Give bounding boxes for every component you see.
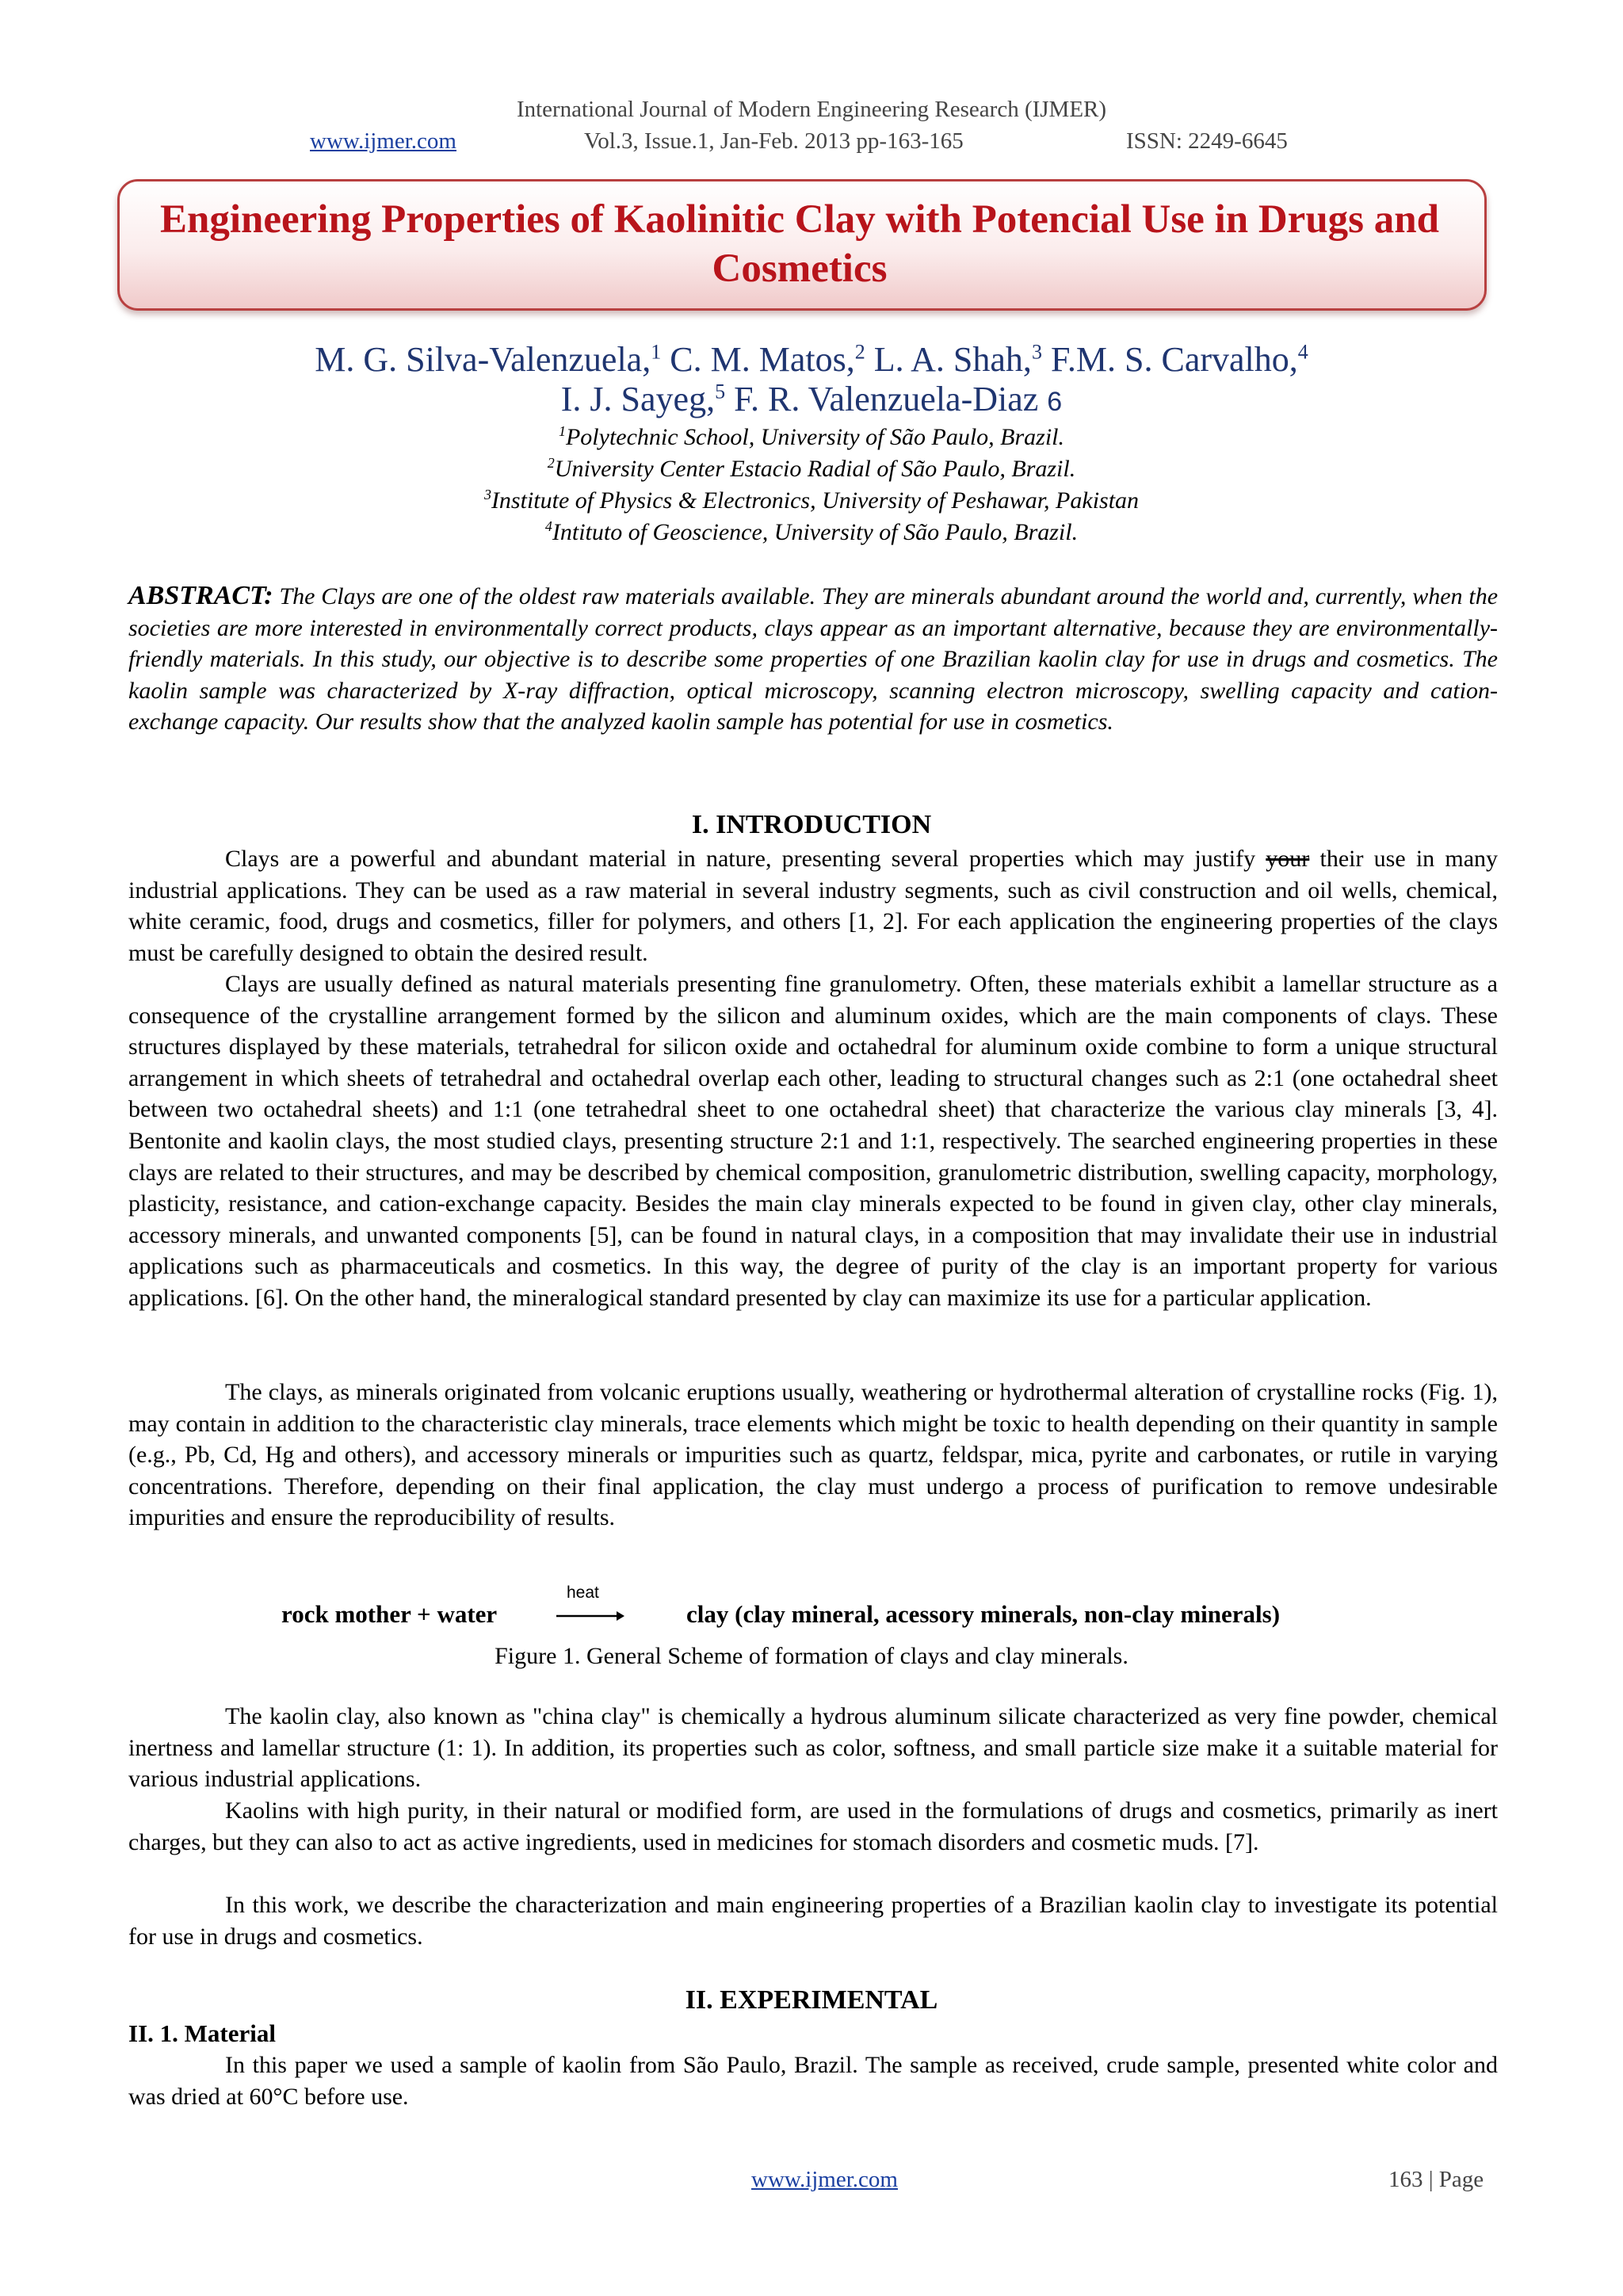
author-line-1: M. G. Silva-Valenzuela,$^1$ C. M. Matos,$^2$ L. A. Shah,$^3$ F.M. S. Carvalho,$^4$ (315, 340, 1308, 379)
affiliation-4: $^4$Intituto of Geoscience, University of São Paulo, Brazil. (544, 518, 1079, 545)
figure1-arrow-label: heat (567, 1584, 599, 1602)
author-6: F. R. Valenzuela-Diaz (725, 380, 1039, 418)
subsection-heading-material: II. 1. Material (128, 2019, 276, 2047)
struck-word: your (1266, 846, 1310, 872)
section-heading-introduction: I. INTRODUCTION (691, 810, 932, 839)
intro-paragraph-5: Kaolins with high purity, in their natural or modified form, are used in the formulations of drugs and cosmetics, primarily as inert charges, but they can also to act as active ingredients, used in medicines for stomach disorders and cosmetic muds. [7]. (128, 1797, 1498, 1855)
affiliation-3: $^3$Institute of Physics & Electronics, University of Peshawar, Pakistan (483, 487, 1140, 514)
affiliation-1: $^1$Polytechnic School, University of São Paulo, Brazil. (558, 423, 1065, 450)
intro-paragraph-1: Clays are a powerful and abundant material in nature, presenting several properties which may justify your their use in many industrial applications. They can be used as a raw material in several industry segments, such as civil construction and oil wells, chemical, white ceramic, food, drugs and cosmetics, filler for polymers, and others [1, 2]. For each application the engineering properties of the clays must be carefully designed to obtain the desired result. (128, 846, 1499, 966)
author-2: C. M. Matos, (661, 340, 855, 379)
figure1-caption: Figure 1. General Scheme of formation of clays and clay minerals. (495, 1643, 1128, 1669)
page-number: 163 | Page (1388, 2167, 1484, 2192)
experimental-paragraph-1: In this paper we used a sample of kaolin from São Paulo, Brazil. The sample as received, crude sample, presented white color and was dried at 60°C before use. (128, 2052, 1498, 2110)
intro-paragraph-2: Clays are usually defined as natural materials presenting fine granulometry. Often, these materials exhibit a lamellar structure as a consequence of the crystalline arrangement formed by the silicon and aluminum oxides, which are the main components of clays. These structures displayed by these materials, tetrahedral for silicon oxide and octahedral for aluminum oxide combine to form a unique structural arrangement in which sheets of tetrahedral and octahedral overlap each other, leading to structural changes such as 2:1 (one octahedral sheet between two octahedral sheets) and 1:1 (one tetrahedral sheet to one octahedral sheet) that characterize the various clay minerals [3, 4]. Bentonite and kaolin clays, the most studied clays, presenting structure 2:1 and 1:1, respectively. The searched engineering properties in these clays are related to their structures, and may be described by chemical composition, granulometric distribution, swelling capacity, morphology, plasticity, resistance, and cation-exchange capacity. Besides the main clay minerals expected to be found in given clay, other clay minerals, accessory minerals, and unwanted components [5], can be found in natural clays, in a composition that may invalidate their use in industrial applications such as pharmaceuticals and cosmetics. In this way, the degree of purity of the clay is an important property for various applications. [6]. On the other hand, the mineralogical standard presented by clay can maximize its use for a particular application. (128, 971, 1498, 1311)
journal-url-link[interactable]: www.ijmer.com (310, 128, 456, 154)
intro-paragraph-4: The kaolin clay, also known as "china clay" is chemically a hydrous aluminum silicate characterized as very fine powder, chemical inertness and lamellar structure (1: 1). In addition, its properties such as color, softness, and small particle size make it a suitable material for various industrial applications. (128, 1703, 1498, 1793)
author-3: L. A. Shah, (865, 340, 1032, 379)
author-5: I. J. Sayeg, (560, 380, 716, 418)
intro-paragraph-3: The clays, as minerals originated from volcanic eruptions usually, weathering or hydrothermal alteration of crystalline rocks (Fig. 1), may contain in addition to the characteristic clay minerals, trace elements which might be toxic to health depending on their quantity in sample (e.g., Pb, Cd, Hg and others), and accessory minerals or impurities such as quartz, feldspar, mica, pyrite and carbonates, or rutile in varying concentrations. Therefore, depending on their final application, the clay must undergo a process of purification to remove undesirable impurities and ensure the reproducibility of results. (128, 1379, 1498, 1531)
author-1: M. G. Silva-Valenzuela, (315, 340, 651, 379)
issn: ISSN: 2249-6645 (1126, 128, 1288, 154)
figure1-left-text: rock mother + water (281, 1600, 498, 1628)
author-4: F.M. S. Carvalho, (1041, 340, 1298, 379)
figure1-right-text: clay (clay mineral, acessory minerals, non-clay minerals) (686, 1600, 1281, 1628)
figure1-arrow-icon (555, 1608, 626, 1624)
section-heading-experimental: II. EXPERIMENTAL (685, 1985, 938, 2015)
footer-url-link[interactable]: www.ijmer.com (751, 2167, 898, 2192)
journal-name: International Journal of Modern Engineering Research (IJMER) (516, 97, 1107, 122)
abstract (128, 580, 1498, 738)
paper-title: Engineering Properties of Kaolinitic Clay with Potencial Use in Drugs and Cosmetics (159, 197, 1440, 291)
volume-info: Vol.3, Issue.1, Jan-Feb. 2013 pp-163-165 (584, 128, 964, 154)
abstract-text: The Clays are one of the oldest raw materials available. They are minerals abundant around the world and, currently, when the societies are more interested in environmentally correct products, clays appear as an important alternative, because they are environmentally-friendly materials. In this study, our objective is to describe some properties of one Brazilian kaolin clay for use in drugs and cosmetics. The kaolin sample was characterized by X-ray diffraction, optical microscopy, scanning electron microscopy, swelling capacity and cation-exchange capacity. Our results show that the analyzed kaolin sample has potential for use in cosmetics. (128, 583, 1499, 735)
affiliation-2: $^2$University Center Estacio Radial of São Paulo, Brazil. (547, 455, 1076, 482)
abstract-label: ABSTRACT: (128, 581, 273, 610)
author-line-2: I. J. Sayeg,$^5$ F. R. Valenzuela-Diaz 6 (560, 380, 1063, 418)
intro-paragraph-6: In this work, we describe the characterization and main engineering properties of a Brazilian kaolin clay to investigate its potential for use in drugs and cosmetics. (128, 1892, 1498, 1950)
